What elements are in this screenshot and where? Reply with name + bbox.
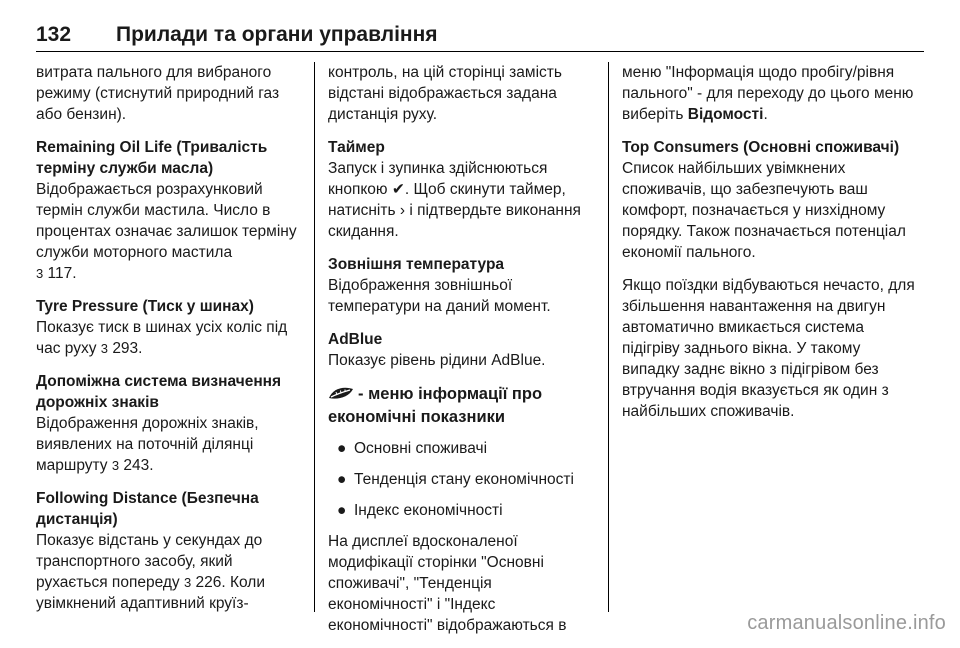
section-heading-tyre-pressure: Tyre Pressure (Тиск у шинах) — [36, 298, 254, 315]
fuel-economy-leaf-icon — [328, 384, 354, 406]
paragraph: Запуск і зупинка здійснюються кнопкою ✔. Щоб скинути таймер, натисніть › і підтвердьте виконання скидання. — [328, 160, 581, 240]
page-ref-link[interactable]: 243. — [123, 457, 154, 474]
section-heading-outside-temperature: Зовнішня температура — [328, 256, 505, 273]
section-heading-eco-menu: - меню інформації про економічні показники — [328, 385, 543, 426]
page-ref-arrow-icon: 3 — [100, 341, 108, 356]
paragraph: Показує відстань у секундах до транспортного засобу, який рухається попереду 3 226. Коли увімкнений адаптивний круїз- — [36, 532, 266, 612]
page-ref-arrow-icon: 3 — [183, 575, 192, 590]
section-heading-following-distance: Following Distance (Безпечна дистанція) — [36, 490, 259, 528]
paragraph: Відображення зовнішньої температури на даний момент. — [328, 277, 551, 315]
paragraph: Показує рівень рідини AdBlue. — [328, 352, 546, 369]
page-ref-arrow-icon: 3 — [111, 458, 120, 473]
checkmark-icon: ✔ — [391, 181, 405, 198]
paragraph: На дисплеї вдосконаленої модифікації сторінки "Основні споживачі", "Тенденція економічності" і "Індекс економічності" відображаються в — [328, 532, 567, 634]
section-heading-timer: Таймер — [328, 139, 385, 156]
paragraph: меню "Інформація щодо пробігу/рівня пального" - для переходу до цього меню виберіть Відомості. — [622, 64, 914, 123]
page-ref-arrow-icon: 3 — [36, 266, 44, 281]
column-1 — [36, 62, 304, 626]
bullet-icon: ● — [337, 470, 347, 488]
page-number: 132 — [36, 23, 72, 46]
list-item: ● Індекс економічності — [337, 501, 503, 519]
section-heading-traffic-signs: Допоміжна система визначення дорожніх знаків — [36, 373, 282, 411]
paragraph: Якщо поїздки відбуваються нечасто, для збільшення навантаження на двигун автоматично вмикається система підігріву заднього вікна. У такому випадку заднє вікно з підігрівом без втручання водія вказується як один з найбільших споживачів. — [622, 277, 915, 420]
column-divider-1 — [314, 62, 315, 612]
list-item: ● Тенденція стану економічності — [337, 470, 574, 488]
watermark: carmanualsonline.info — [747, 612, 946, 634]
column-2 — [328, 62, 598, 648]
eco-menu-list — [328, 438, 598, 521]
paragraph: контроль, на цій сторінці замість відстані відображається задана дистанція руху. — [328, 64, 562, 123]
page-title: Прилади та органи управління — [116, 23, 438, 46]
paragraph: витрата пального для вибраного режиму (стиснутий природний газ або бензин). — [36, 64, 280, 123]
page-ref-link[interactable]: 293. — [112, 340, 143, 357]
menu-item-info: Відомості — [687, 106, 764, 123]
paragraph: Відображається розрахунковий термін служби мастила. Число в процентах означає залишок терміну служби моторного мастила 3 117. — [36, 181, 297, 282]
bullet-icon: ● — [337, 501, 347, 519]
bullet-icon: ● — [337, 439, 347, 457]
paragraph: Показує тиск в шинах усіх коліс під час руху 3 293. — [36, 319, 288, 357]
header-rule — [36, 51, 924, 52]
section-heading-oil-life: Remaining Oil Life (Тривалість терміну служби масла) — [36, 139, 268, 177]
column-3 — [622, 62, 922, 434]
section-heading-top-consumers: Top Consumers (Основні споживачі) — [622, 139, 900, 156]
section-heading-adblue: AdBlue — [328, 331, 383, 348]
chevron-right-icon: › — [399, 202, 406, 219]
column-divider-2 — [608, 62, 609, 612]
page-ref-link[interactable]: 226. — [195, 574, 226, 591]
page-header — [36, 20, 926, 50]
page-ref-link[interactable]: 117. — [47, 265, 77, 282]
list-item: ● Основні споживачі — [337, 439, 488, 457]
paragraph: Відображення дорожніх знаків, виявлених на поточній ділянці маршруту 3 243. — [36, 415, 259, 474]
paragraph: Список найбільших увімкнених споживачів, що забезпечують ваш комфорт, позначається у низхідному порядку. Також позначається потенціал економії пального. — [622, 160, 906, 261]
